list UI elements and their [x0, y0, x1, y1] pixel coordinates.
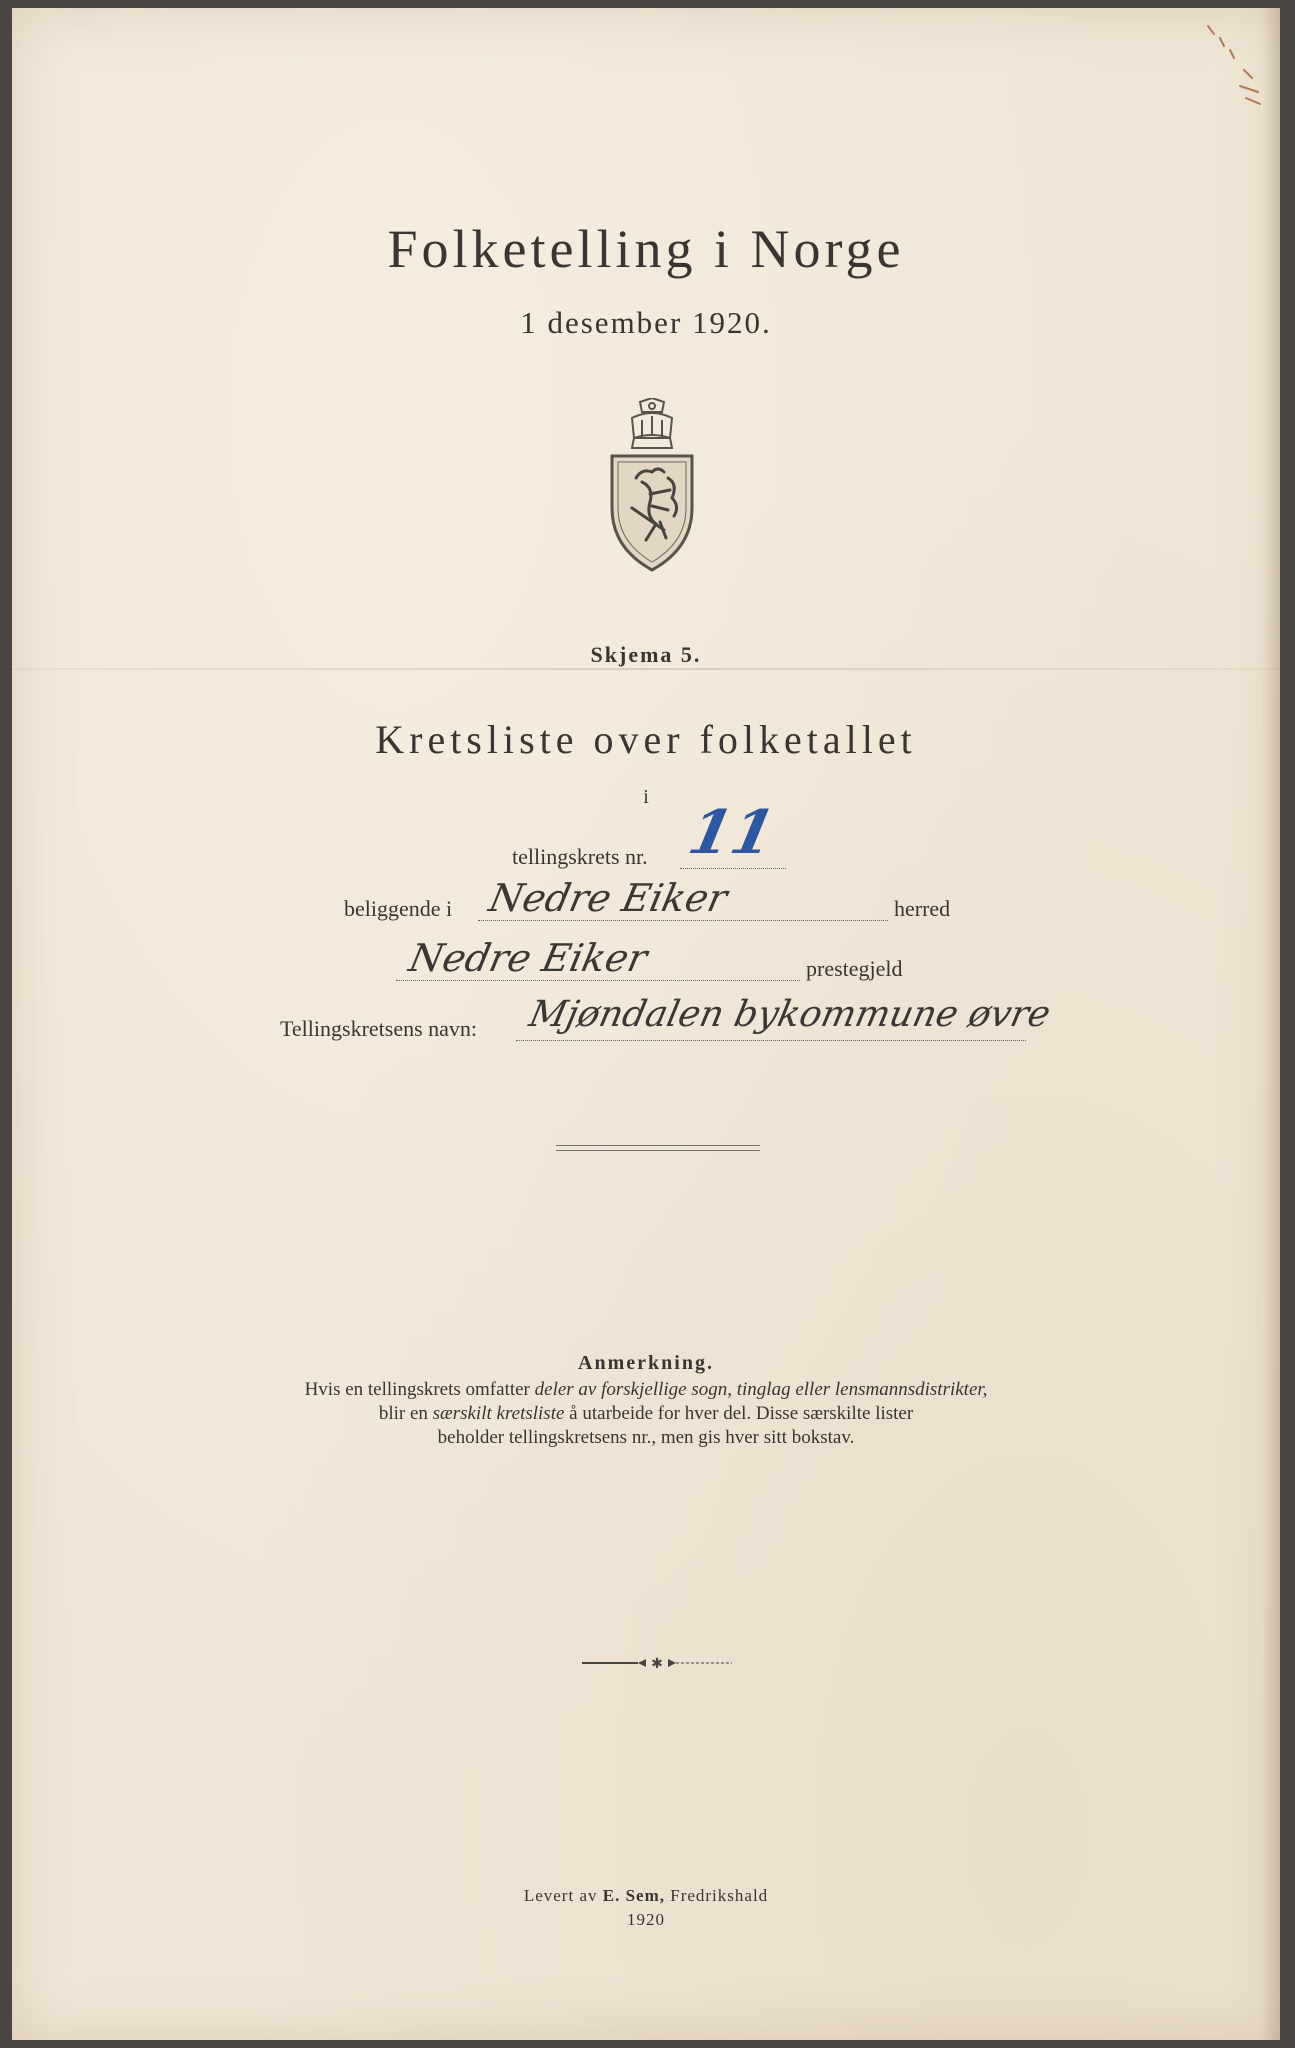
- norwegian-coat-of-arms-icon: [602, 398, 702, 578]
- note-line-2-text-b: å utarbeide for hver del. Disse særskilte lister: [564, 1403, 914, 1424]
- printer-credit: [12, 1886, 1280, 1906]
- connector-word: i: [643, 786, 649, 808]
- note-heading: Anmerkning.: [578, 1352, 714, 1374]
- note-line-1-emphasis: deler av forskjellige sogn, tinglag eller lensmannsdistrikter,: [534, 1379, 988, 1400]
- location-prefix-label: beliggende i: [344, 896, 453, 921]
- note-line-1: [12, 1378, 1280, 1402]
- section-divider: [556, 1145, 760, 1151]
- district-number-label: tellingskrets nr.: [512, 844, 648, 869]
- corner-annotation-marks: [1200, 20, 1270, 110]
- location-line: [478, 920, 888, 921]
- document-title: Folketelling i Norge: [387, 219, 905, 279]
- location-value: Nedre Eiker: [485, 876, 732, 920]
- district-number-line: [680, 868, 786, 869]
- note-line-2-emphasis: særskilt kretsliste: [432, 1403, 565, 1424]
- note-line-2-text-a: blir en: [378, 1403, 433, 1424]
- parish-value: Nedre Eiker: [405, 936, 652, 980]
- schema-number: Skjema 5.: [590, 642, 702, 667]
- svg-text:✱: ✱: [651, 1656, 663, 1670]
- note-line-2: [12, 1402, 1280, 1426]
- parish-line: [396, 980, 800, 981]
- district-name-line: [516, 1040, 1026, 1041]
- location-suffix-label: herred: [894, 896, 951, 921]
- printer-name: E. Sem,: [602, 1886, 665, 1905]
- paper-fold-line: [12, 668, 1280, 670]
- printer-prefix: Levert av: [523, 1886, 603, 1905]
- ornament-divider: [582, 1656, 732, 1670]
- district-name-label: Tellingskretsens navn:: [280, 1016, 478, 1041]
- district-name-value: Mjøndalen bykommune øvre: [525, 994, 1054, 1035]
- document-page: [12, 8, 1280, 2040]
- note-line-1-text: Hvis en tellingskrets omfatter: [304, 1379, 535, 1400]
- document-subtitle: Kretsliste over folketallet: [375, 717, 917, 762]
- note-line-3: beholder tellingskretsens nr., men gis hver sitt bokstav.: [437, 1427, 855, 1448]
- printer-year: 1920: [627, 1910, 665, 1929]
- document-date: 1 desember 1920.: [520, 305, 772, 340]
- district-number-value: 11: [682, 798, 781, 868]
- printer-place: Fredrikshald: [664, 1886, 769, 1905]
- parish-suffix-label: prestegjeld: [806, 956, 903, 981]
